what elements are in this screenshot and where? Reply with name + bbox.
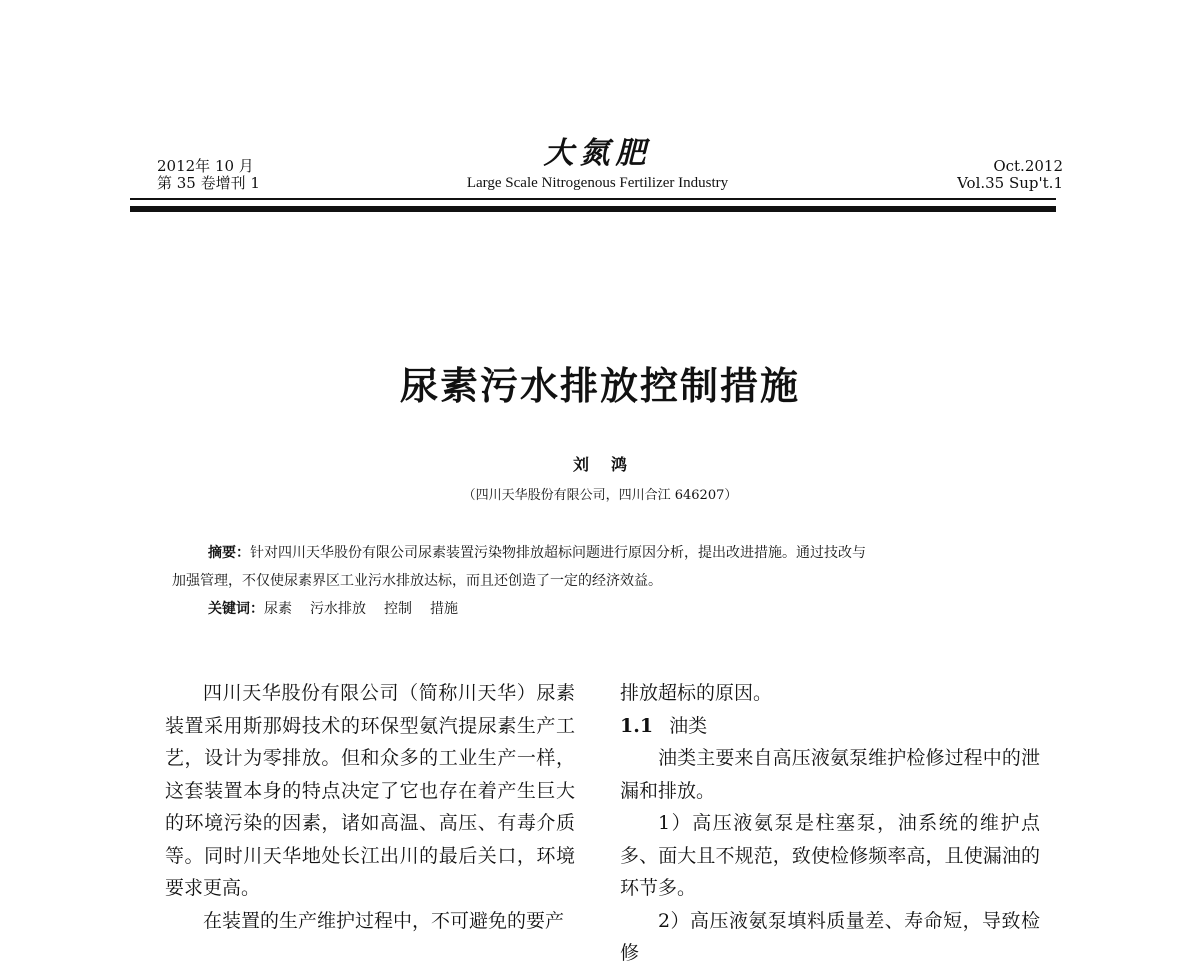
keyword: 控制	[384, 601, 412, 617]
keywords-label: 关键词：	[208, 601, 264, 617]
keyword: 措施	[430, 601, 458, 617]
article-author: 刘鸿	[572, 455, 649, 474]
section-heading	[620, 710, 1040, 743]
header-date-en: Oct.2012	[993, 157, 1063, 175]
body-paragraph: 在装置的生产维护过程中，不可避免的要产	[203, 909, 565, 932]
abstract-line-1	[172, 539, 1042, 567]
abstract-label: 摘要：	[208, 545, 250, 561]
header-volume-cn: 第 35 卷增刊 1	[157, 174, 260, 192]
header-rule-thin	[130, 198, 1056, 200]
section-number: 1.1	[620, 714, 654, 737]
section-title: 油类	[669, 714, 708, 737]
journal-masthead	[445, 136, 750, 192]
keyword: 尿素	[264, 601, 292, 617]
header-issue-date	[157, 158, 260, 192]
header-volume-en: Vol.35 Sup't.1	[957, 174, 1063, 192]
article-title: 尿素污水排放控制措施	[399, 364, 800, 408]
body-paragraph: 1）高压液氨泵是柱塞泵，油系统的维护点多、面大且不规范，致使检修频率高，且使漏油的环节多。	[620, 812, 1040, 899]
journal-logo: 大氮肥	[543, 136, 652, 171]
journal-name-en: Large Scale Nitrogenous Fertilizer Industry	[466, 175, 729, 191]
body-paragraph: 四川天华股份有限公司（简称川天华）尿素装置采用斯那姆技术的环保型氨汽提尿素生产工艺，设计为零排放。但和众多的工业生产一样，这套装置本身的特点决定了它也存在着产生巨大的环境污染的因素，诸如高温、高压、有毒介质等。同时川天华地处长江出川的最后关口，环境要求更高。	[165, 682, 575, 899]
keywords-line	[172, 595, 1042, 623]
body-paragraph-continued: 排放超标的原因。	[620, 682, 773, 704]
abstract-block	[172, 539, 1042, 623]
abstract-text-1: 针对四川天华股份有限公司尿素装置污染物排放超标问题进行原因分析，提出改进措施。通过技改与	[250, 545, 866, 561]
article-affiliation: （四川天华股份有限公司，四川合江 646207）	[462, 488, 738, 503]
body-paragraph: 油类主要来自高压液氨泵维护检修过程中的泄漏和排放。	[620, 747, 1040, 802]
header-rule-thick	[130, 206, 1056, 212]
header-date-cn: 2012年 10 月	[157, 157, 254, 175]
body-column-left	[165, 677, 575, 937]
abstract-line-2: 加强管理，不仅使尿素界区工业污水排放达标，而且还创造了一定的经济效益。	[172, 573, 662, 589]
body-column-right	[620, 677, 1040, 970]
keyword: 污水排放	[310, 601, 366, 617]
header-issue-date-en	[957, 158, 1063, 192]
body-paragraph: 2）高压液氨泵填料质量差、寿命短，导致检修	[620, 909, 1040, 964]
